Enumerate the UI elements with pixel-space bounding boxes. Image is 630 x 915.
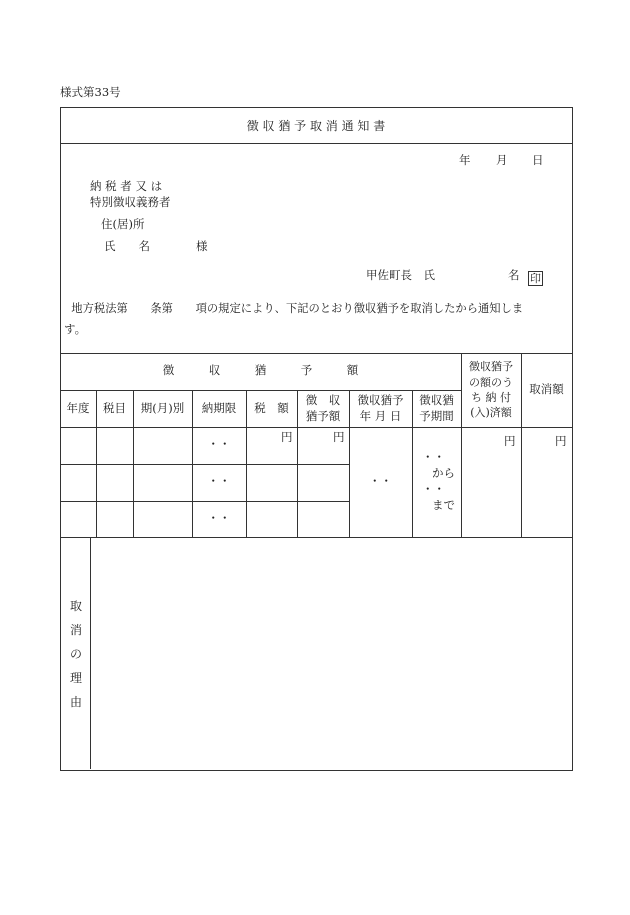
- cancel-yen: 円: [555, 434, 567, 448]
- title-divider: [60, 143, 572, 144]
- span-header-1: 徴収猶: [419, 393, 454, 407]
- form-title: 徴 収 猶 予 取 消 通 知 書: [246, 119, 386, 133]
- due-header: 納期限: [201, 401, 237, 415]
- tax-yen: 円: [281, 430, 293, 444]
- header-bottom-line: [60, 427, 572, 428]
- period-header: 期(月)別: [140, 401, 185, 415]
- seal-text: 印: [530, 272, 541, 285]
- date-year: 年: [459, 153, 471, 167]
- reason-char-3: の: [69, 647, 82, 661]
- notice-line-1: 地方税法第 条第 項の規定により、下記のとおり徴収猶予を取消したから通知しま: [60, 302, 524, 315]
- due-dots-2: ・・: [207, 474, 231, 488]
- amount-header-1: 徴 収: [305, 393, 341, 407]
- span-to-dots: ・・: [422, 482, 445, 496]
- date-header-2: 年 月 日: [359, 409, 402, 423]
- reason-char-5: 由: [69, 695, 82, 709]
- amount-header-2: 猶予額: [305, 409, 341, 423]
- taxpayer-label-2: 特別徴収義務者: [90, 195, 171, 209]
- reason-char-4: 理: [69, 671, 82, 685]
- paid-header-2: の額のう: [469, 376, 513, 389]
- due-dots-3: ・・: [207, 511, 231, 525]
- mayor-name-char: 名: [508, 268, 520, 282]
- paid-header-3: ち 納 付: [471, 391, 511, 404]
- seal-mark: [528, 267, 543, 286]
- reason-char-2: 消: [69, 623, 82, 637]
- reason-field[interactable]: [91, 538, 571, 768]
- date-day: 日: [532, 153, 544, 167]
- span-header-2: 予期間: [419, 409, 454, 423]
- form-number: 様式第33号: [60, 85, 121, 99]
- span-to-label: まで: [432, 498, 455, 512]
- date-month: 月: [496, 153, 508, 167]
- group-header-line: [60, 390, 461, 391]
- cancel-header: 取消額: [529, 382, 564, 396]
- span-from-label: から: [432, 466, 455, 480]
- group-header: 徴 収 猶 予 額: [162, 363, 359, 377]
- address-label: 住(居)所: [101, 217, 145, 231]
- date-header-1: 徴収猶予: [357, 393, 404, 407]
- amount-yen: 円: [333, 430, 345, 444]
- year-header: 年度: [66, 401, 90, 415]
- date-dots: ・・: [369, 474, 392, 488]
- sama-label: 様: [196, 239, 208, 253]
- table-top-line: [60, 353, 572, 354]
- reason-char-1: 取: [69, 599, 82, 613]
- paid-header-4: (入)済額: [470, 406, 512, 419]
- notice-line-2: す。: [64, 322, 87, 336]
- mayor-label: 甲佐町長 氏: [366, 268, 435, 282]
- tax-header: 税 額: [254, 401, 289, 415]
- col-line-paid: [521, 353, 522, 537]
- item-header: 税目: [103, 401, 126, 415]
- reason-label: [62, 600, 90, 720]
- taxpayer-label-1: 納 税 者 又 は: [90, 179, 163, 193]
- due-dots-1: ・・: [207, 437, 231, 451]
- name-label: 氏 名: [104, 239, 150, 253]
- paid-header-1: 徴収猶予: [469, 360, 513, 373]
- row-line-1: [60, 464, 350, 465]
- span-from-dots: ・・: [422, 450, 445, 464]
- row-line-2: [60, 501, 350, 502]
- paid-yen: 円: [504, 434, 516, 448]
